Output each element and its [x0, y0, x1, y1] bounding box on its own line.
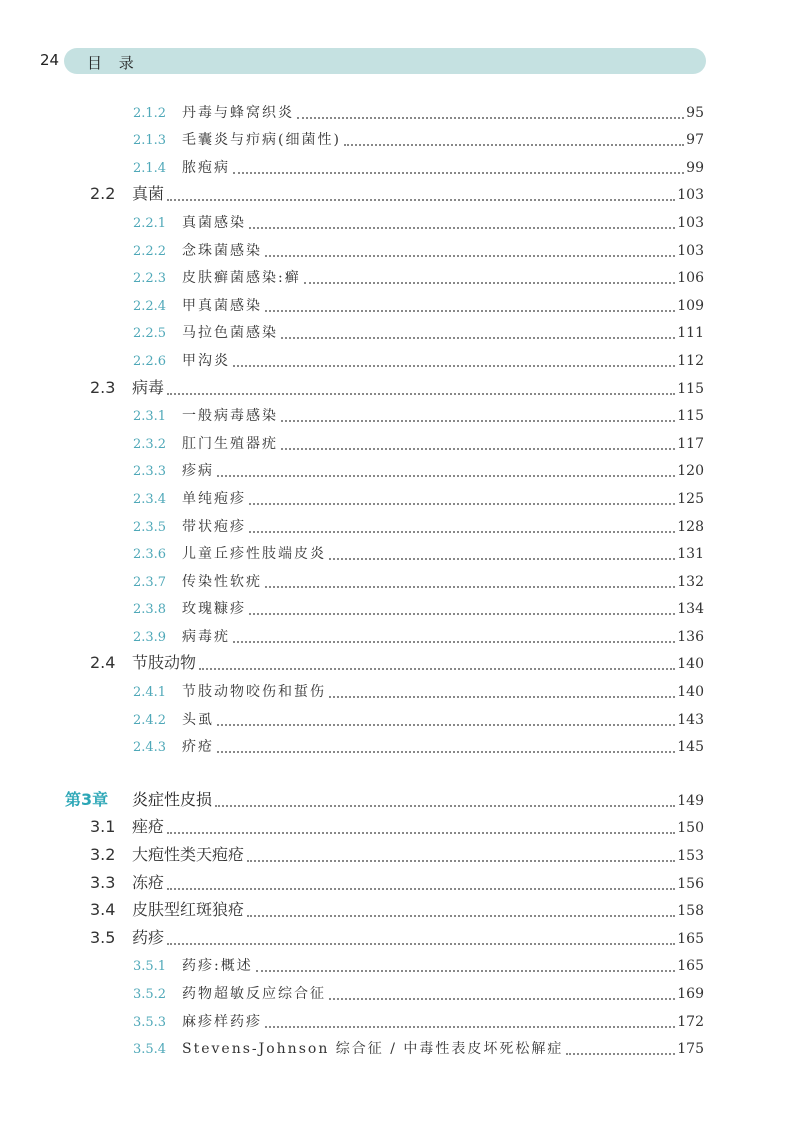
- toc-number: 2.3.1: [133, 409, 167, 425]
- toc-number: 2.3.9: [133, 629, 167, 645]
- toc-title: 单纯疱疹: [182, 490, 246, 507]
- toc-title: 药疹: [132, 927, 165, 947]
- header-bar: [64, 48, 706, 74]
- toc-leader-dots: [265, 1026, 675, 1028]
- toc-title: 大疱性类天疱疮: [132, 845, 245, 865]
- toc-entry-sec[interactable]: [0, 896, 800, 924]
- toc-entry-sub[interactable]: [0, 428, 800, 456]
- header-title: 目 录: [87, 54, 140, 72]
- toc-leader-dots: [247, 860, 675, 862]
- toc-number: 3.2: [90, 845, 116, 865]
- toc-entry-sub[interactable]: [0, 290, 800, 318]
- toc-title: 药疹:概述: [182, 958, 253, 975]
- toc-leader-dots: [265, 255, 675, 257]
- toc-leader-dots: [167, 832, 675, 834]
- toc-number: 2.3.7: [133, 574, 167, 590]
- toc-leader-dots: [281, 420, 675, 422]
- toc-entry-sec[interactable]: [0, 373, 800, 401]
- toc-title: 节肢动物咬伤和蜇伤: [182, 684, 326, 701]
- toc-title: 肛门生殖器疣: [182, 435, 278, 452]
- toc-page-number: 111: [677, 325, 704, 342]
- toc-entry-sub[interactable]: [0, 1006, 800, 1034]
- toc-title: 头虱: [182, 711, 214, 728]
- toc-number: 2.4.2: [133, 712, 167, 728]
- toc-page-number: 169: [677, 986, 704, 1002]
- page-header: [40, 48, 706, 74]
- toc-leader-dots: [329, 998, 675, 1000]
- toc-page-number: 175: [677, 1041, 704, 1058]
- toc-entry-sub[interactable]: [0, 483, 800, 511]
- toc-leader-dots: [566, 1053, 675, 1055]
- toc-entry-sub[interactable]: [0, 235, 800, 263]
- toc-page-number: 103: [677, 242, 704, 259]
- toc-leader-dots: [281, 337, 675, 339]
- toc-title: 带状疱疹: [182, 518, 246, 535]
- toc-number: 3.3: [90, 872, 116, 892]
- toc-page-number: 156: [677, 875, 704, 892]
- toc-title: 甲沟炎: [182, 352, 230, 369]
- toc-number: 2.4.1: [133, 685, 167, 701]
- table-of-contents: [0, 97, 800, 1061]
- toc-page-number: 112: [677, 352, 704, 369]
- toc-leader-dots: [217, 724, 675, 726]
- toc-page-number: 158: [677, 903, 704, 920]
- toc-title: 一般病毒感染: [182, 408, 278, 425]
- toc-entry-sub[interactable]: [0, 207, 800, 235]
- toc-title: 玫瑰糠疹: [182, 601, 246, 618]
- toc-number: 2.2.5: [133, 326, 167, 342]
- toc-page-number: 131: [677, 546, 704, 563]
- toc-entry-sub[interactable]: [0, 125, 800, 153]
- toc-entry-sec[interactable]: [0, 868, 800, 896]
- toc-number: 2.2.4: [133, 298, 167, 314]
- toc-leader-dots: [217, 751, 675, 753]
- toc-number: 2.3: [90, 377, 116, 397]
- toc-title: 皮肤癣菌感染:癣: [182, 270, 301, 287]
- toc-leader-dots: [304, 282, 675, 284]
- toc-entry-sub[interactable]: [0, 566, 800, 594]
- toc-leader-dots: [344, 144, 684, 146]
- toc-leader-dots: [167, 393, 675, 395]
- toc-number: 3.5.1: [133, 959, 167, 975]
- toc-number: 2.3.3: [133, 464, 167, 480]
- toc-entry-sec[interactable]: [0, 923, 800, 951]
- toc-title: 炎症性皮损: [132, 789, 213, 809]
- toc-leader-dots: [249, 227, 675, 229]
- page-number: 24: [40, 51, 60, 69]
- toc-leader-dots: [217, 475, 675, 477]
- toc-number: 2.2.2: [133, 243, 167, 259]
- toc-page-number: 117: [677, 435, 704, 452]
- toc-leader-dots: [249, 503, 675, 505]
- toc-title: 甲真菌感染: [182, 297, 262, 314]
- toc-number: 2.2.6: [133, 353, 167, 369]
- toc-page-number: 153: [677, 848, 704, 865]
- toc-leader-dots: [167, 888, 675, 890]
- toc-entry-sub[interactable]: [0, 1034, 800, 1062]
- toc-page-number: 128: [677, 518, 704, 535]
- toc-entry-sub[interactable]: [0, 511, 800, 539]
- toc-title: 疹病: [182, 463, 214, 480]
- toc-page-number: 145: [677, 739, 704, 756]
- toc-entry-sub[interactable]: [0, 345, 800, 373]
- toc-title: 真菌感染: [182, 214, 246, 231]
- toc-entry-sub[interactable]: [0, 704, 800, 732]
- toc-page-number: 140: [677, 656, 704, 673]
- toc-leader-dots: [297, 117, 684, 119]
- toc-title: 毛囊炎与疖病(细菌性): [182, 132, 341, 149]
- toc-page-number: 97: [686, 132, 704, 149]
- toc-title: 皮肤型红斑狼疮: [132, 900, 245, 920]
- toc-page-number: 165: [677, 930, 704, 947]
- toc-number: 3.5.2: [133, 987, 167, 1002]
- toc-number: 2.3.4: [133, 491, 167, 507]
- toc-page-number: 120: [677, 463, 704, 480]
- toc-title: 药物超敏反应综合征: [182, 986, 326, 1002]
- toc-page-number: 136: [677, 628, 704, 645]
- toc-title: 真菌: [132, 184, 165, 204]
- toc-page-number: 143: [677, 711, 704, 728]
- toc-leader-dots: [249, 531, 675, 533]
- toc-entry-chap[interactable]: [0, 785, 800, 813]
- toc-page-number: 109: [677, 297, 704, 314]
- toc-title: 节肢动物: [132, 653, 197, 673]
- toc-leader-dots: [256, 970, 675, 972]
- toc-entry-sub[interactable]: [0, 539, 800, 567]
- toc-page-number: 103: [677, 214, 704, 231]
- toc-number: 2.1.4: [133, 160, 167, 176]
- toc-entry-sub[interactable]: [0, 978, 800, 1006]
- toc-title: 丹毒与蜂窝织炎: [182, 104, 294, 121]
- toc-entry-sub[interactable]: [0, 676, 800, 704]
- toc-page-number: 172: [677, 1013, 704, 1030]
- toc-entry-sub[interactable]: [0, 152, 800, 180]
- toc-number: 2.3.6: [133, 547, 167, 563]
- toc-title: Stevens-Johnson 综合征 / 中毒性表皮坏死松解症: [182, 1041, 564, 1058]
- toc-entry-sub[interactable]: [0, 263, 800, 291]
- toc-number: 2.4: [90, 653, 116, 673]
- toc-entry-sub[interactable]: [0, 621, 800, 649]
- toc-number: 2.2: [90, 184, 116, 204]
- toc-leader-dots: [249, 613, 675, 615]
- toc-title: 儿童丘疹性肢端皮炎: [182, 546, 326, 563]
- toc-title: 念珠菌感染: [182, 242, 262, 259]
- toc-title: 疥疮: [182, 739, 214, 756]
- toc-number: 2.2.3: [133, 271, 167, 287]
- toc-entry-sec[interactable]: [0, 840, 800, 868]
- toc-leader-dots: [265, 586, 675, 588]
- toc-number: 2.3.2: [133, 436, 167, 452]
- toc-leader-dots: [199, 668, 675, 670]
- toc-number: 第3章: [65, 789, 109, 809]
- toc-title: 脓疱病: [182, 159, 230, 176]
- toc-title: 病毒: [132, 377, 165, 397]
- toc-number: 3.5: [90, 927, 116, 947]
- toc-title: 马拉色菌感染: [182, 325, 278, 342]
- toc-title: 痤疮: [132, 817, 165, 837]
- toc-number: 3.1: [90, 817, 116, 837]
- toc-number: 2.3.8: [133, 602, 167, 618]
- toc-title: 传染性软疣: [182, 573, 262, 590]
- toc-number: 3.4: [90, 900, 116, 920]
- toc-entry-sub[interactable]: [0, 951, 800, 979]
- toc-entry-sub[interactable]: [0, 456, 800, 484]
- toc-entry-sub[interactable]: [0, 594, 800, 622]
- toc-leader-dots: [329, 558, 675, 560]
- toc-leader-dots: [167, 943, 675, 945]
- toc-entry-sub[interactable]: [0, 97, 800, 125]
- toc-leader-dots: [329, 696, 675, 698]
- toc-leader-dots: [233, 365, 675, 367]
- toc-page-number: 106: [677, 270, 704, 287]
- toc-entry-sec[interactable]: [0, 649, 800, 677]
- toc-entry-sub[interactable]: [0, 732, 800, 760]
- toc-page-number: 149: [677, 792, 704, 809]
- toc-title: 麻疹样药疹: [182, 1013, 262, 1030]
- toc-page-number: 165: [677, 958, 704, 975]
- toc-page-number: 125: [677, 490, 704, 507]
- toc-entry-sub[interactable]: [0, 318, 800, 346]
- toc-number: 3.5.4: [133, 1042, 167, 1058]
- toc-number: 2.3.5: [133, 519, 167, 535]
- toc-page-number: 95: [686, 104, 704, 121]
- toc-number: 3.5.3: [133, 1014, 167, 1030]
- toc-page-number: 134: [677, 601, 704, 618]
- toc-title: 冻疮: [132, 872, 165, 892]
- toc-number: 2.1.3: [133, 133, 167, 149]
- toc-leader-dots: [215, 805, 675, 807]
- toc-entry-sub[interactable]: [0, 401, 800, 429]
- toc-leader-dots: [167, 199, 675, 201]
- toc-leader-dots: [233, 641, 675, 643]
- toc-leader-dots: [265, 310, 675, 312]
- toc-number: 2.4.3: [133, 740, 167, 756]
- toc-leader-dots: [281, 448, 675, 450]
- toc-number: 2.1.2: [133, 105, 167, 121]
- toc-page-number: 115: [677, 380, 704, 397]
- toc-page-number: 140: [677, 684, 704, 701]
- toc-number: 2.2.1: [133, 215, 167, 231]
- toc-page-number: 99: [686, 159, 704, 176]
- toc-title: 病毒疣: [182, 628, 230, 645]
- toc-page-number: 150: [677, 820, 704, 837]
- toc-page-number: 132: [677, 573, 704, 590]
- toc-leader-dots: [247, 915, 675, 917]
- toc-page-number: 115: [677, 408, 704, 425]
- toc-page-number: 103: [677, 187, 704, 204]
- toc-entry-sec[interactable]: [0, 813, 800, 841]
- toc-leader-dots: [233, 172, 684, 174]
- toc-entry-sec[interactable]: [0, 180, 800, 208]
